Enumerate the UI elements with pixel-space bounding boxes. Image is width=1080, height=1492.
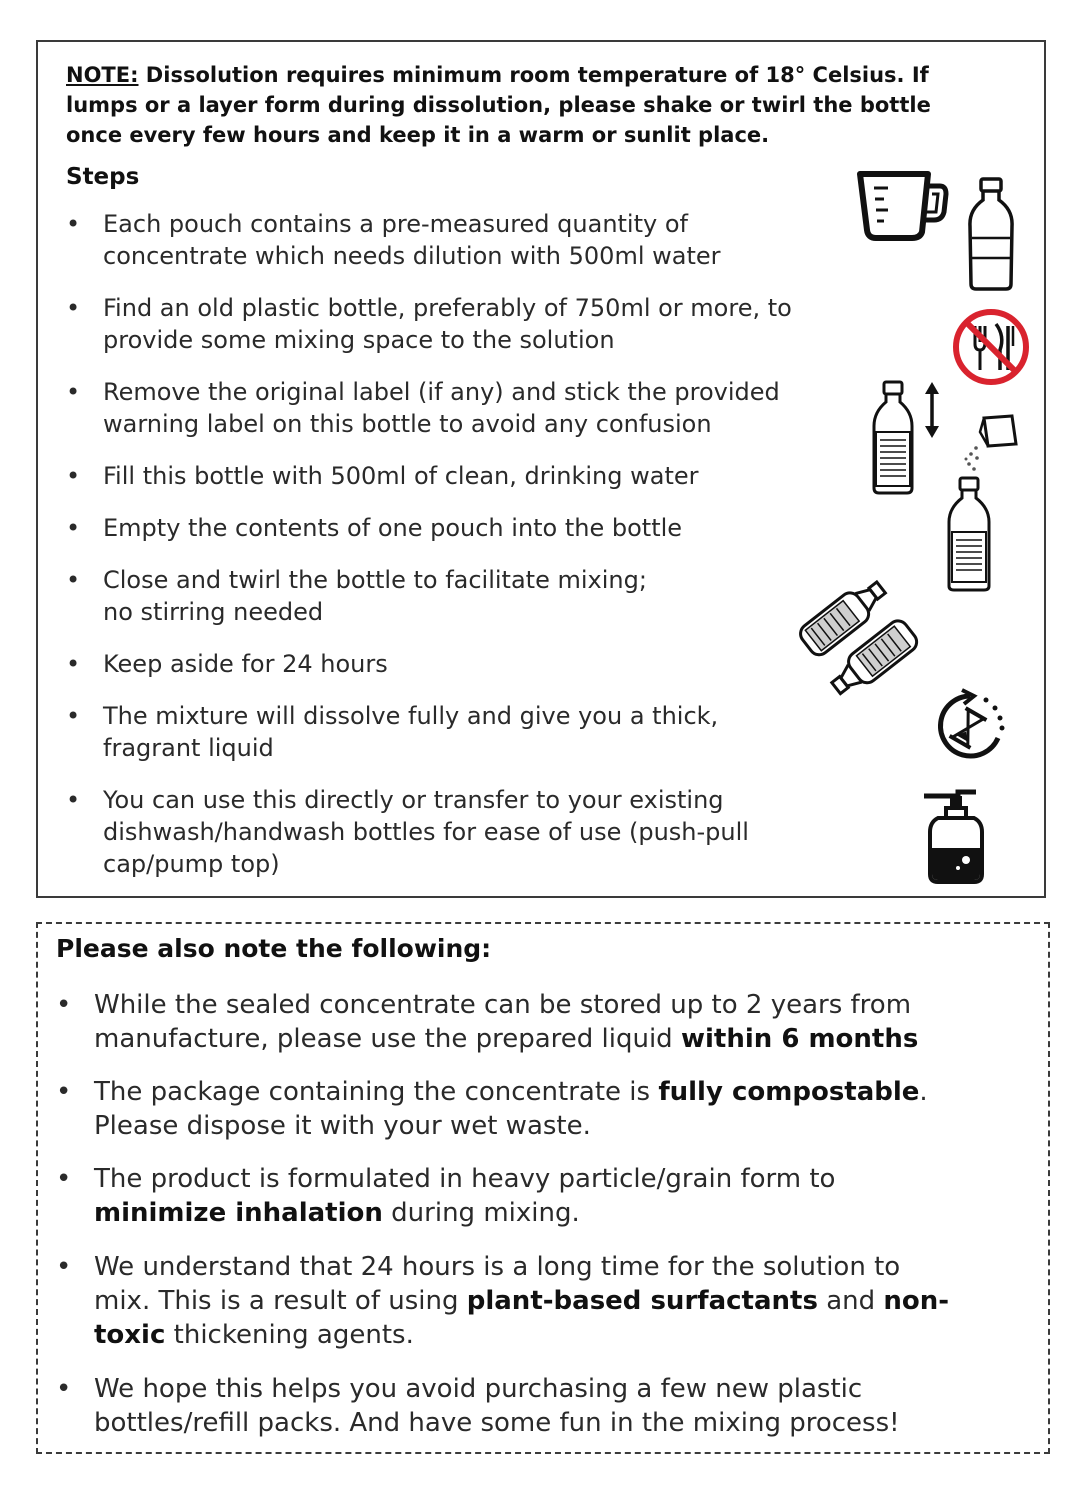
note-text: NOTE: Dissolution requires minimum room temperature of 18° Celsius. If lumps or a layer form during dissolution, please shake or twirl the bottle once every few hours and keep it in a warm or sunlit place. xyxy=(66,63,931,147)
timer-icon xyxy=(926,688,1014,764)
no-food-icon xyxy=(950,306,1032,388)
also-note-panel: Please also note the following: • While the sealed concentrate can be stored up to 2 years from manufacture, please use the prepared liquid within 6 months • The package containing the concentrate is fully compostable. Please dispose it with your wet waste. • The product is formulated in heavy particle/grain form to minimize inhalation during mixing. • We understand that 24 hours is a long time for the solution to mix. This is a result of using plant-based surfactants and non- toxic thickening agents. • We hope this helps you avoid purchasing a few new plastic bottles/refill packs. And have some fun in the mixing process! xyxy=(36,922,1050,1454)
pouch-pour-icon xyxy=(958,412,1022,474)
measuring-cup-icon xyxy=(854,168,950,244)
pump-bottle-icon xyxy=(918,788,988,886)
note-label: NOTE: xyxy=(66,63,139,87)
plastic-bottle-icon xyxy=(964,176,1018,292)
also-note-heading: Please also note the following: xyxy=(56,934,492,963)
twirl-bottles-icon xyxy=(784,568,936,700)
filled-bottle-icon xyxy=(944,474,994,594)
steps-panel: NOTE: Dissolution requires minimum room temperature of 18° Celsius. If lumps or a layer form during dissolution, please shake or twirl the bottle once every few hours and keep it in a warm or sunlit place. Steps • Each pouch contains a pre-measured quantity of concentrate which needs dilution with 500ml water • Find an old plastic bottle, preferably of 750ml or more, to provide some mixing space to the solution • Remove the original label (if any) and stick the provided warning label on this bottle to avoid any confusion • Fill this bottle with 500ml of clean, drinking water • Empty the contents of one pouch into the bottle • Close and twirl the bottle to facilitate mixing; no stirring needed • Keep aside for 24 hours • The mixture will dissolve fully and give you a thick, fragrant liquid • You can use this directly or transfer to your existing dishwash/handwash bottles for ease of use (push-pull cap/pump top) xyxy=(36,40,1046,898)
bottle-label-icon xyxy=(868,376,948,498)
steps-heading: Steps xyxy=(66,164,140,190)
